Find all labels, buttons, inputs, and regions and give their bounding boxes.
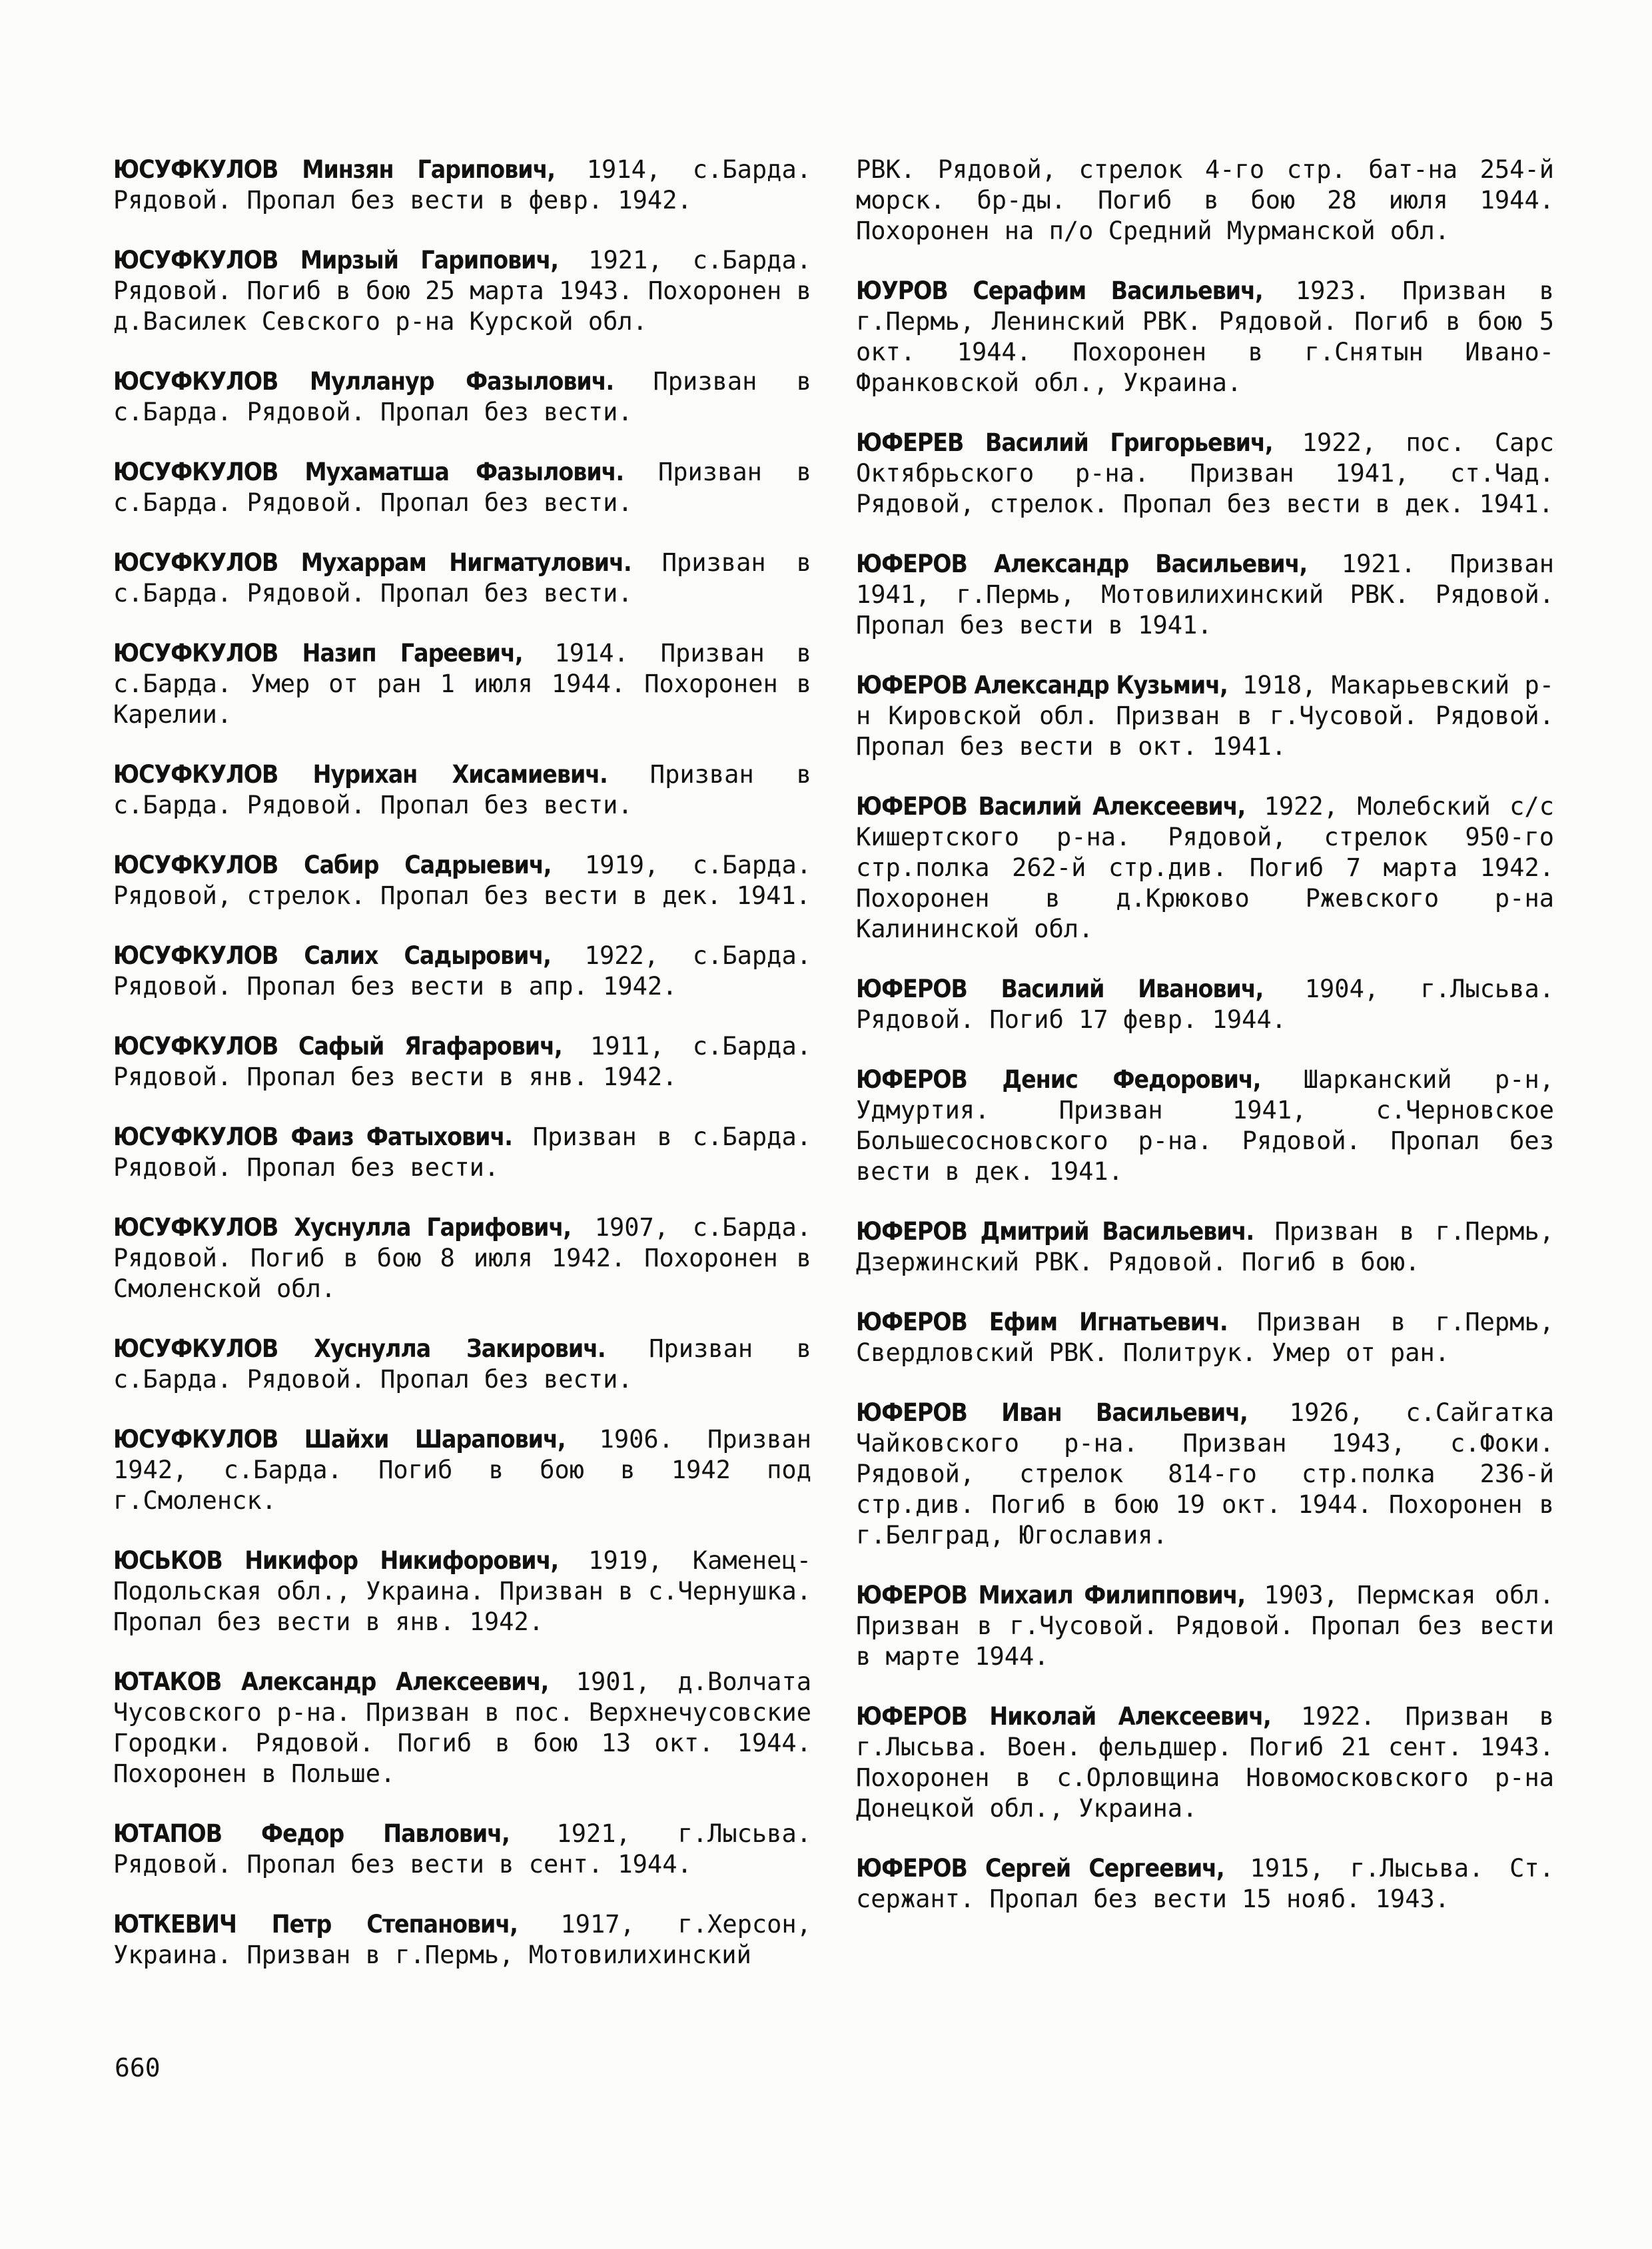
entry-name: ЮФЕРОВ Василий Иванович,	[856, 975, 1264, 1003]
entry-text: 1914, с.Барда. Рядовой. Пропал без вести в февр. 1942.	[113, 155, 812, 215]
entry	[113, 155, 811, 216]
entry-name: ЮСЬКОВ Никифор Никифорович,	[113, 1546, 559, 1575]
entry-text: 1911, с.Барда. Рядовой. Пропал без вести в янв. 1942.	[113, 1032, 811, 1091]
entry	[113, 1909, 811, 1971]
entry-text: 1915, г.Лысьва. Ст. сержант. Пропал без вести 15 нояб. 1943.	[856, 1854, 1554, 1913]
entry-text: 1922, Молебский с/с Кишертского р-на. Рядовой, стрелок 950-го стр.полка 262-й стр.див. Погиб 7 марта 1942. Похоронен в д.Крюково Ржевского р-на Калининской обл.	[856, 792, 1554, 943]
entry	[856, 1307, 1554, 1368]
entry	[113, 1122, 811, 1183]
entry-text: 1919, Каменец-Подольская обл., Украина. Призван в с.Чернушка. Пропал без вести в янв. 1942.	[113, 1546, 811, 1636]
entry-name: ЮСУФКУЛОВ Сафый Ягафарович,	[113, 1032, 562, 1061]
entry-name: ЮФЕРОВ Иван Васильевич,	[856, 1398, 1248, 1427]
entry	[856, 1216, 1554, 1278]
entry-name: ЮФЕРОВ Александр Васильевич,	[856, 550, 1308, 578]
entry-text: 1901, д.Волчата Чусовского р-на. Призван в пос. Верхнечусовские Городки. Рядовой. Погиб в бою 13 окт. 1944. Похоронен в Польше.	[113, 1667, 811, 1788]
entry-text: 1907, с.Барда. Рядовой. Погиб в бою 8 июля 1942. Похоронен в Смоленской обл.	[113, 1213, 811, 1303]
entry	[856, 1065, 1554, 1187]
entry-text: 1919, с.Барда. Рядовой, стрелок. Пропал без вести в дек. 1941.	[113, 851, 811, 910]
entry-text: Призван в с.Барда. Рядовой. Пропал без вести.	[113, 760, 812, 819]
entry	[856, 276, 1554, 398]
entry-name: ЮСУФКУЛОВ Хуснулла Гарифович,	[113, 1213, 572, 1242]
entry-name: ЮСУФКУЛОВ Минзян Гарипович,	[113, 155, 556, 184]
entry-name: ЮФЕРОВ Сергей Сергеевич,	[856, 1854, 1224, 1883]
entry-text: 1923. Призван в г.Пермь, Ленинский РВК. Рядовой. Погиб в бою 5 окт. 1944. Похоронен в г.Снятын Ивано-Франковской обл., Украина.	[856, 276, 1554, 397]
entry-name: ЮФЕРОВ Александр Кузьмич,	[856, 671, 1228, 699]
entry	[113, 457, 811, 518]
entry-name: ЮФЕРОВ Дмитрий Васильевич.	[856, 1217, 1254, 1246]
entry-name: ЮТАПОВ Федор Павлович,	[113, 1819, 510, 1848]
entry-name: ЮСУФКУЛОВ Мирзый Гарипович,	[113, 246, 559, 274]
entry-text: Призван в г.Пермь, Свердловский РВК. Политрук. Умер от ран.	[856, 1308, 1554, 1367]
entry	[113, 1334, 811, 1395]
entry-text: 1904, г.Лысьва. Рядовой. Погиб 17 февр. 1944.	[856, 975, 1554, 1034]
entry-text: 1922. Призван в г.Лысьва. Воен. фельдшер. Погиб 21 сент. 1943. Похоронен в с.Орловщина Новомосковского р-на Донецкой обл., Украина.	[856, 1702, 1554, 1823]
entry-text: 1918, Макарьевский р-н Кировской обл. Призван в г.Чусовой. Рядовой. Пропал без вести в окт. 1941.	[856, 671, 1554, 761]
entry	[113, 759, 811, 821]
entry-name: ЮФЕРОВ Николай Алексеевич,	[856, 1702, 1271, 1731]
entry-text: Шарканский р-н, Удмуртия. Призван 1941, с.Черновское Большесосновского р-на. Рядовой. Пропал без вести в дек. 1941.	[856, 1065, 1554, 1186]
entry	[113, 1424, 811, 1516]
entry	[113, 1212, 811, 1304]
entry-continuation	[856, 155, 1554, 246]
entry-text: 1922, с.Барда. Рядовой. Пропал без вести в апр. 1942.	[113, 941, 811, 1001]
entry-name: ЮТКЕВИЧ Петр Степанович,	[113, 1910, 518, 1939]
right-column	[856, 155, 1554, 1944]
entry-name: ЮСУФКУЛОВ Хуснулла Закирович.	[113, 1334, 606, 1363]
entry	[113, 548, 811, 609]
entry	[856, 670, 1554, 762]
entry	[113, 366, 811, 428]
entry-text: 1906. Призван 1942, с.Барда. Погиб в бою в 1942 под г.Смоленск.	[113, 1425, 811, 1515]
entry-text: 1926, с.Сайгатка Чайковского р-на. Призван 1943, с.Фоки. Рядовой, стрелок 814-го стр.полка 236-й стр.див. Погиб в бою 19 окт. 1944. Похоронен в г.Белград, Югославия.	[856, 1398, 1554, 1550]
entry-text: Призван в с.Барда. Рядовой. Пропал без вести.	[113, 367, 811, 426]
entry-name: ЮСУФКУЛОВ Назип Гареевич,	[113, 639, 523, 668]
entry	[856, 974, 1554, 1035]
entry-text: Призван в с.Барда. Рядовой. Пропал без вести.	[113, 458, 811, 517]
entry-name: ЮФЕРОВ Михаил Филиппович,	[856, 1581, 1246, 1609]
entry	[113, 1819, 811, 1880]
entry-name: ЮТАКОВ Александр Алексеевич,	[113, 1667, 549, 1696]
entry	[113, 1031, 811, 1093]
entry	[113, 245, 811, 337]
entry-name: ЮСУФКУЛОВ Мухаррам Нигматулович.	[113, 548, 631, 577]
entry	[856, 428, 1554, 520]
entry-text: Призван в с.Барда. Рядовой. Пропал без вести.	[113, 1123, 811, 1182]
entry-text: Призван в с.Барда. Рядовой. Пропал без вести.	[113, 548, 811, 608]
entry-name: ЮСУФКУЛОВ Сабир Садрыевич,	[113, 851, 552, 879]
entry	[856, 791, 1554, 945]
entry-text: 1903, Пермская обл. Призван в г.Чусовой. Рядовой. Пропал без вести в марте 1944.	[856, 1581, 1554, 1671]
page-number: 660	[115, 2053, 161, 2082]
entry	[113, 1546, 811, 1637]
entry-text: 1921, с.Барда. Рядовой. Погиб в бою 25 марта 1943. Похоронен в д.Василек Севского р-на Курской обл.	[113, 246, 811, 336]
entry-text: 1922, пос. Сарс Октябрьского р-на. Призван 1941, ст.Чад. Рядовой, стрелок. Пропал без вести в дек. 1941.	[856, 428, 1554, 518]
entry-text: 1921, г.Лысьва. Рядовой. Пропал без вести в сент. 1944.	[113, 1819, 811, 1879]
entry-name: ЮУРОВ Серафим Васильевич,	[856, 276, 1263, 305]
entry	[113, 941, 811, 1002]
entry-text: Призван в с.Барда. Рядовой. Пропал без вести.	[113, 1334, 811, 1394]
entry-text: 1914. Призван в с.Барда. Умер от ран 1 июля 1944. Похоронен в Карелии.	[113, 639, 811, 729]
entry	[856, 549, 1554, 641]
entry-name: ЮФЕРОВ Денис Федорович,	[856, 1065, 1261, 1094]
entry	[856, 1398, 1554, 1551]
entry	[856, 1701, 1554, 1824]
entry-name: ЮФЕРОВ Ефим Игнатьевич.	[856, 1308, 1228, 1336]
entry-text: 1917, г.Херсон, Украина. Призван в г.Пермь, Мотовилихинский	[113, 1910, 811, 1969]
entry	[856, 1853, 1554, 1915]
entry-name: ЮСУФКУЛОВ Мухаматша Фазылович.	[113, 458, 624, 486]
entry	[113, 850, 811, 911]
entry-text: Призван в г.Пермь, Дзержинский РВК. Рядовой. Погиб в бою.	[856, 1217, 1554, 1276]
entry	[856, 1580, 1554, 1672]
entry-text: 1921. Призван 1941, г.Пермь, Мотовилихинский РВК. Рядовой. Пропал без вести в 1941.	[856, 550, 1554, 640]
entry	[113, 1667, 811, 1789]
entry-name: ЮСУФКУЛОВ Мулланур Фазылович.	[113, 367, 614, 396]
entry-name: ЮФЕРОВ Василий Алексеевич,	[856, 792, 1246, 821]
entry	[113, 638, 811, 730]
entry-name: ЮСУФКУЛОВ Фаиз Фатыхович.	[113, 1123, 512, 1151]
entry-name: ЮСУФКУЛОВ Шайхи Шарапович,	[113, 1425, 566, 1454]
entry-name: ЮСУФКУЛОВ Нурихан Хисамиевич.	[113, 760, 608, 789]
entry-text: РВК. Рядовой, стрелок 4-го стр. бат-на 254-й морск. бр-ды. Погиб в бою 28 июля 1944. Похоронен на п/о Средний Мурманской обл.	[856, 155, 1554, 245]
entry-name: ЮСУФКУЛОВ Салих Садырович,	[113, 941, 551, 970]
entry-name: ЮФЕРЕВ Василий Григорьевич,	[856, 428, 1273, 457]
left-column	[113, 155, 811, 2000]
